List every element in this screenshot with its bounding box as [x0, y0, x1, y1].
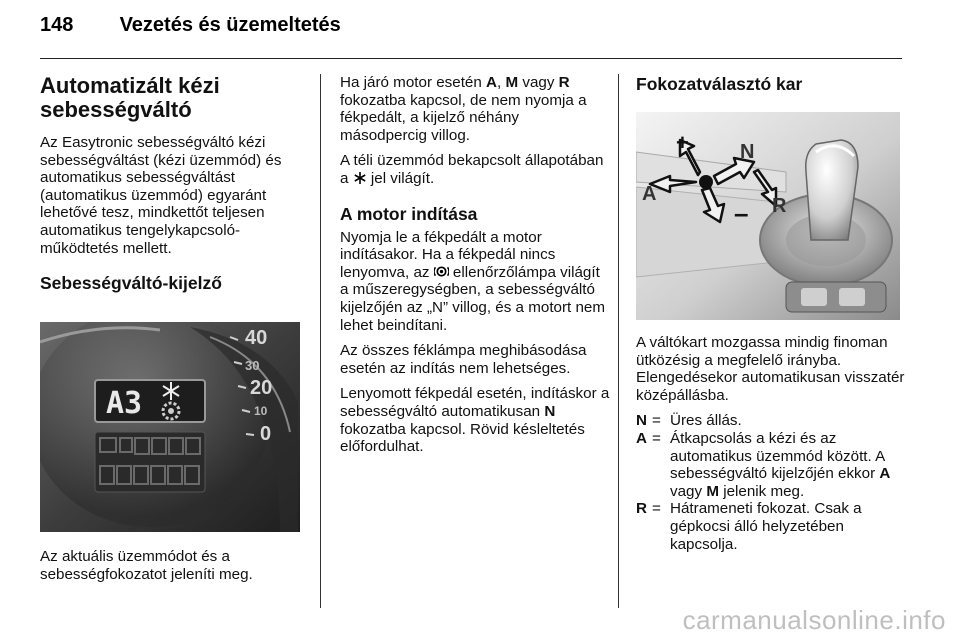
watermark: carmanualsonline.info [682, 605, 946, 635]
definition-key: R [636, 500, 647, 518]
column-divider-1 [320, 74, 321, 608]
definition-text: Üres állás. [670, 412, 742, 430]
transmission-display-illustration [40, 322, 300, 532]
definition-key: A [636, 429, 647, 447]
label-plus: + [676, 130, 689, 155]
text-run: vagy [670, 482, 707, 500]
winter-mode-paragraph [340, 152, 610, 187]
page-number: 148 [40, 14, 74, 36]
header-rule [40, 58, 902, 59]
text-run: Átkapcsolás a kézi és az automatikus üzemmód között. A sebességváltó kijelzőjén ekkor [670, 429, 885, 483]
text-run: A téli üzemmód bekapcsolt állapotában a [340, 152, 604, 187]
text-run: , [497, 74, 506, 91]
definition-eq: = [652, 412, 661, 430]
bold-m: M [706, 482, 719, 500]
bold-m: M [505, 74, 519, 91]
page-header [40, 14, 341, 37]
gauge-tick-10: 10 [254, 404, 268, 418]
bold-a: A [486, 74, 498, 91]
intro-paragraph: Az Easytronic sebességváltó kézi sebességváltást (kézi üzemmód) és automatikus sebességváltást (automatikus üzemmód) egyaránt lehetővé tesz, mindkettőt teljesen automatikus tengelykapcsoló-működtetés mellett. [40, 134, 282, 257]
text-run: jel világít. [366, 169, 435, 187]
brake-pedal-paragraph [340, 229, 610, 335]
display-caption: Az aktuális üzemmódot és a sebességfokozatot jeleníti meg. [40, 548, 253, 583]
selector-lever-heading: Fokozatválasztó kar [636, 74, 803, 94]
text-run: Ha járó motor esetén [340, 74, 487, 91]
column-divider-2 [618, 74, 619, 608]
brake-warning-icon [434, 264, 449, 279]
label-n: N [740, 141, 755, 163]
column-3-body [636, 334, 908, 553]
section-title: Vezetés és üzemeltetés [119, 14, 341, 36]
bold-r: R [558, 74, 570, 91]
selector-lever-photo [636, 112, 900, 320]
definition-n [636, 412, 908, 430]
selector-lever-illustration [636, 112, 900, 320]
bold-a: A [879, 465, 891, 483]
gear-readout: A3 [106, 386, 143, 421]
gauge-tick-20: 20 [250, 377, 273, 399]
column-2 [340, 74, 610, 464]
snowflake-icon [353, 171, 367, 185]
column-3 [636, 74, 908, 109]
text-run: Lenyomott fékpedál esetén, indításkor a sebességváltó automatikusan [340, 385, 610, 420]
definition-eq: = [652, 500, 661, 518]
label-minus: – [734, 198, 749, 228]
text-run: jelenik meg. [718, 482, 805, 500]
main-heading: Automatizált kézi sebességváltó [40, 73, 220, 122]
definition-text [670, 430, 908, 500]
text-run: Nyomja le a fékpedált a motor indításakor. Ha a fékpedál nincs lenyomva, az [340, 228, 556, 281]
column-1 [40, 74, 308, 308]
label-a: A [642, 183, 657, 205]
definition-list [636, 412, 908, 553]
definition-a [636, 430, 908, 500]
label-r: R [772, 195, 787, 217]
definition-eq: = [652, 429, 661, 447]
text-run: vagy [518, 74, 559, 91]
lever-center-dot [699, 175, 713, 189]
display-caption-wrap [40, 548, 308, 591]
lever-usage-paragraph: A váltókart mozgassa mindig finoman ütközésig a megfelelő irányba. Elengedésekor automatikusan visszatér középállásba. [636, 334, 905, 404]
text-run: fokozatba kapcsol. Rövid késleltetés előfordulhat. [340, 420, 585, 456]
text-run: ellenőrzőlámpa világít a műszeregységben, a sebességváltó kijelzőjén az „N” villog, és a motort nem lehet beindítani. [340, 263, 606, 334]
gauge-tick-0: 0 [260, 423, 272, 445]
brake-light-paragraph: Az összes féklámpa meghibásodása esetén az indítás nem lehetséges. [340, 342, 587, 377]
definition-r [636, 500, 908, 553]
text-run: fokozatba kapcsol, de nem nyomja a fékpedált, a kijelző néhány másodpercig villog. [340, 91, 587, 144]
gauge-tick-40: 40 [245, 327, 268, 349]
gear-selection-paragraph [340, 74, 610, 144]
engine-start-heading: A motor indítása [340, 203, 478, 224]
auto-neutral-paragraph [340, 385, 610, 455]
definition-key: N [636, 412, 647, 430]
definition-text: Hátrameneti fokozat. Csak a gépkocsi álló helyzetében kapcsolja. [670, 500, 862, 553]
display-photo [40, 322, 300, 532]
bold-n: N [544, 402, 556, 420]
display-heading: Sebességváltó-kijelző [40, 273, 222, 294]
gauge-tick-30: 30 [245, 358, 260, 373]
